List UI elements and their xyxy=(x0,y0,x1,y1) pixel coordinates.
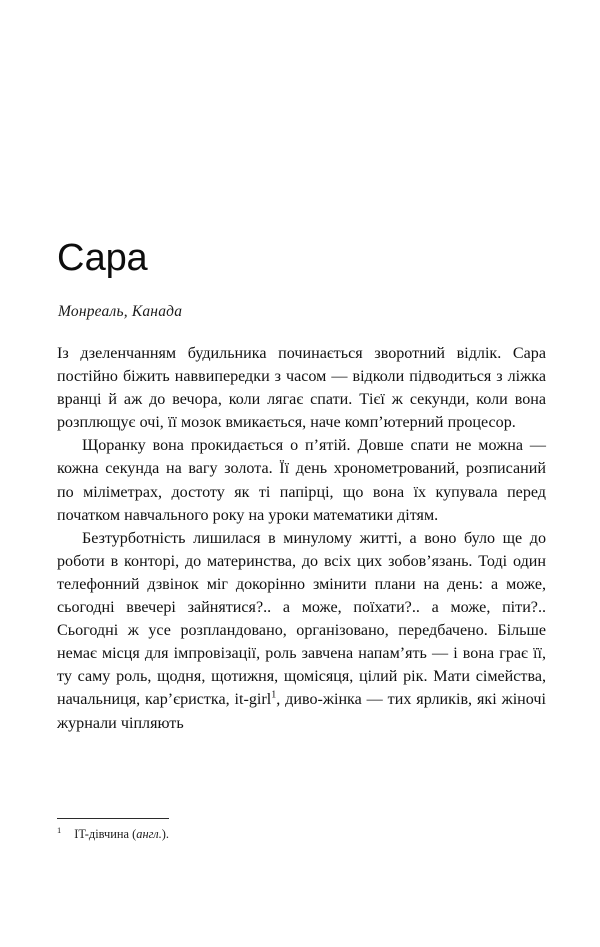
paragraph-1: Із дзеленчанням будильника починається зворотний відлік. Сара постійно біжить наввипередки з часом — відколи підводиться з ліжка вранці й аж до вечора, коли лягає спати. Тієї ж секунди, коли вона розплющує очі, її мозок вмикається, наче комп’ютерний процесор. xyxy=(57,345,546,432)
paragraph-3-text-before-footnote: Безтурботність лишилася в минулому житті, а воно було ще до роботи в конторі, до материнства, до всіх цих зобов’язань. Тоді один телефонний дзвінок міг докорінно змінити плани на день: а може, сьогодні ввечері зайнятися?.. а може, поїхати?.. а може, піти?.. Сьогодні ж усе розпландовано, організовано, передбачено. Більше немає місця для імпровізації, роль завчена напам’ять — і вона грає її, ту саму роль, щодня, щотижня, щомісяця, цілий рік. Мати сімейства, начальниця, кар’єристка, it-girl xyxy=(57,529,546,709)
footnote-separator-rule xyxy=(57,818,169,819)
footnote-number: 1 xyxy=(57,824,62,835)
body-text-block xyxy=(57,342,546,735)
footnote-area xyxy=(57,818,546,842)
footnote-text-end: ). xyxy=(161,827,170,841)
paragraph-3 xyxy=(57,527,546,735)
paragraph-3-text-after-footnote: , диво-жінка — тих ярликів, які жіночі журнали чіпляють xyxy=(57,691,546,732)
footnote-text: IT-дівчина ( xyxy=(74,827,137,841)
chapter-title: Сара xyxy=(57,237,148,279)
paragraph-2: Щоранку вона прокидається о п’ятій. Довше спати не можна — кожна секунда на вагу золота. Її день хронометрований, розписаний по міліметрах, достоту як ті папірці, що вона їх купувала перед початком навчального року на уроки математики дітям. xyxy=(57,437,546,524)
footnote-reference-marker[interactable]: 1 xyxy=(271,690,277,702)
footnote-entry xyxy=(57,826,546,842)
chapter-location-subtitle: Монреаль, Канада xyxy=(58,303,183,320)
page-content xyxy=(57,232,546,735)
footnote-language-abbreviation: англ. xyxy=(136,827,162,841)
